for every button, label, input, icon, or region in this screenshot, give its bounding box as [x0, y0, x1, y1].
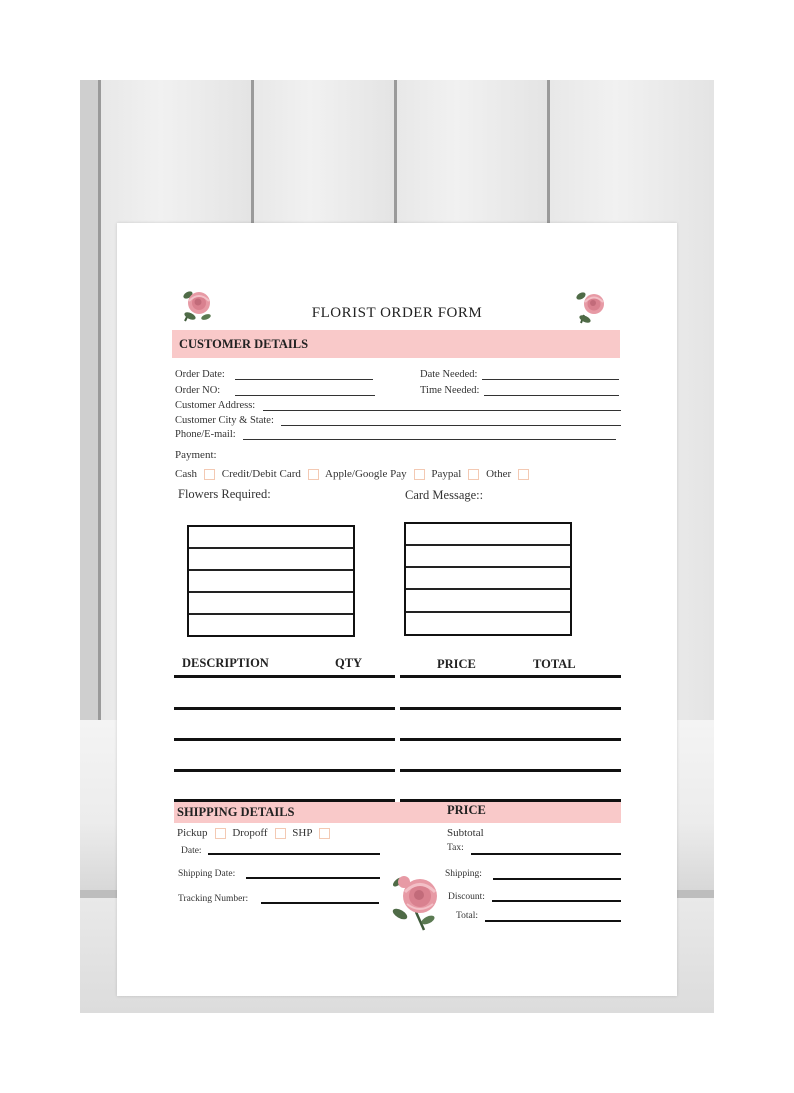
discount-field[interactable] [492, 900, 621, 902]
box-line [189, 569, 353, 571]
payment-options [175, 468, 533, 480]
table-row-line[interactable] [400, 738, 621, 741]
payment-option-cash: Cash [175, 468, 197, 480]
shipping-details-title: SHIPPING DETAILS [177, 805, 295, 819]
payment-apple-google-checkbox[interactable] [414, 469, 425, 480]
table-row-line[interactable] [174, 769, 395, 772]
shipping-dropoff-checkbox[interactable] [275, 828, 286, 839]
flowers-required-label: Flowers Required: [178, 487, 271, 501]
shipping-shp-checkbox[interactable] [319, 828, 330, 839]
time-needed-label: Time Needed: [420, 385, 480, 396]
phone-email-field[interactable] [243, 439, 616, 440]
box-line [406, 544, 570, 546]
order-no-label: Order NO: [175, 385, 221, 396]
payment-cash-checkbox[interactable] [204, 469, 215, 480]
shipping-date-label: Shipping Date: [178, 869, 236, 879]
order-form-sheet [117, 223, 677, 996]
table-row-line[interactable] [174, 738, 395, 741]
date-field[interactable] [208, 853, 380, 855]
shipping-date-short-label: Date: [181, 846, 202, 856]
box-line [406, 566, 570, 568]
table-row-line[interactable] [400, 675, 621, 678]
discount-label: Discount: [448, 892, 485, 902]
payment-other-checkbox[interactable] [518, 469, 529, 480]
date-needed-label: Date Needed: [420, 369, 478, 380]
date-needed-field[interactable] [482, 379, 619, 380]
customer-details-header [172, 330, 620, 358]
card-message-box[interactable] [404, 522, 572, 636]
tracking-number-label: Tracking Number: [178, 894, 249, 904]
phone-email-label: Phone/E-mail: [175, 429, 236, 440]
shipping-price-header [174, 802, 621, 823]
wall-plank [80, 80, 101, 720]
price-column-header: PRICE [437, 657, 476, 671]
total-label: Total: [456, 911, 479, 921]
box-line [189, 591, 353, 593]
box-line [406, 611, 570, 613]
description-column-header: DESCRIPTION [182, 656, 269, 670]
card-message-label: Card Message:: [405, 488, 484, 502]
shipping-option-pickup: Pickup [177, 827, 208, 839]
box-line [189, 613, 353, 615]
order-date-label: Order Date: [175, 369, 225, 380]
payment-option-paypal: Paypal [431, 468, 462, 480]
table-row-line[interactable] [400, 769, 621, 772]
shipping-option-shp: SHP [292, 827, 313, 839]
total-field[interactable] [485, 920, 621, 922]
price-section-title: PRICE [447, 803, 486, 817]
shipping-cost-field[interactable] [493, 878, 621, 880]
customer-city-state-label: Customer City & State: [175, 415, 274, 426]
box-line [406, 588, 570, 590]
qty-column-header: QTY [335, 656, 363, 670]
payment-label: Payment: [175, 449, 217, 461]
subtotal-label: Subtotal [447, 827, 484, 839]
payment-option-apple-google: Apple/Google Pay [325, 468, 407, 480]
table-row-line[interactable] [174, 707, 395, 710]
time-needed-field[interactable] [484, 395, 619, 396]
rose-icon [390, 868, 442, 934]
total-column-header: TOTAL [533, 657, 576, 671]
payment-option-other: Other [486, 468, 512, 480]
flowers-required-box[interactable] [187, 525, 355, 637]
tax-label: Tax: [447, 843, 464, 853]
table-row-line[interactable] [400, 707, 621, 710]
shipping-option-dropoff: Dropoff [232, 827, 268, 839]
shipping-cost-label: Shipping: [445, 869, 482, 879]
shipping-date-field[interactable] [246, 877, 380, 879]
customer-city-state-field[interactable] [281, 425, 621, 426]
customer-address-field[interactable] [263, 410, 621, 411]
customer-details-title: CUSTOMER DETAILS [179, 337, 309, 351]
order-date-field[interactable] [235, 379, 373, 380]
payment-card-checkbox[interactable] [308, 469, 319, 480]
table-row-line[interactable] [174, 675, 395, 678]
order-no-field[interactable] [235, 395, 375, 396]
tracking-number-field[interactable] [261, 902, 379, 904]
shipping-options [177, 827, 334, 839]
payment-paypal-checkbox[interactable] [468, 469, 479, 480]
shipping-pickup-checkbox[interactable] [215, 828, 226, 839]
payment-option-card: Credit/Debit Card [221, 468, 301, 480]
tax-field[interactable] [471, 853, 621, 855]
customer-address-label: Customer Address: [175, 400, 256, 411]
box-line [189, 547, 353, 549]
form-title: FLORIST ORDER FORM [311, 305, 483, 321]
